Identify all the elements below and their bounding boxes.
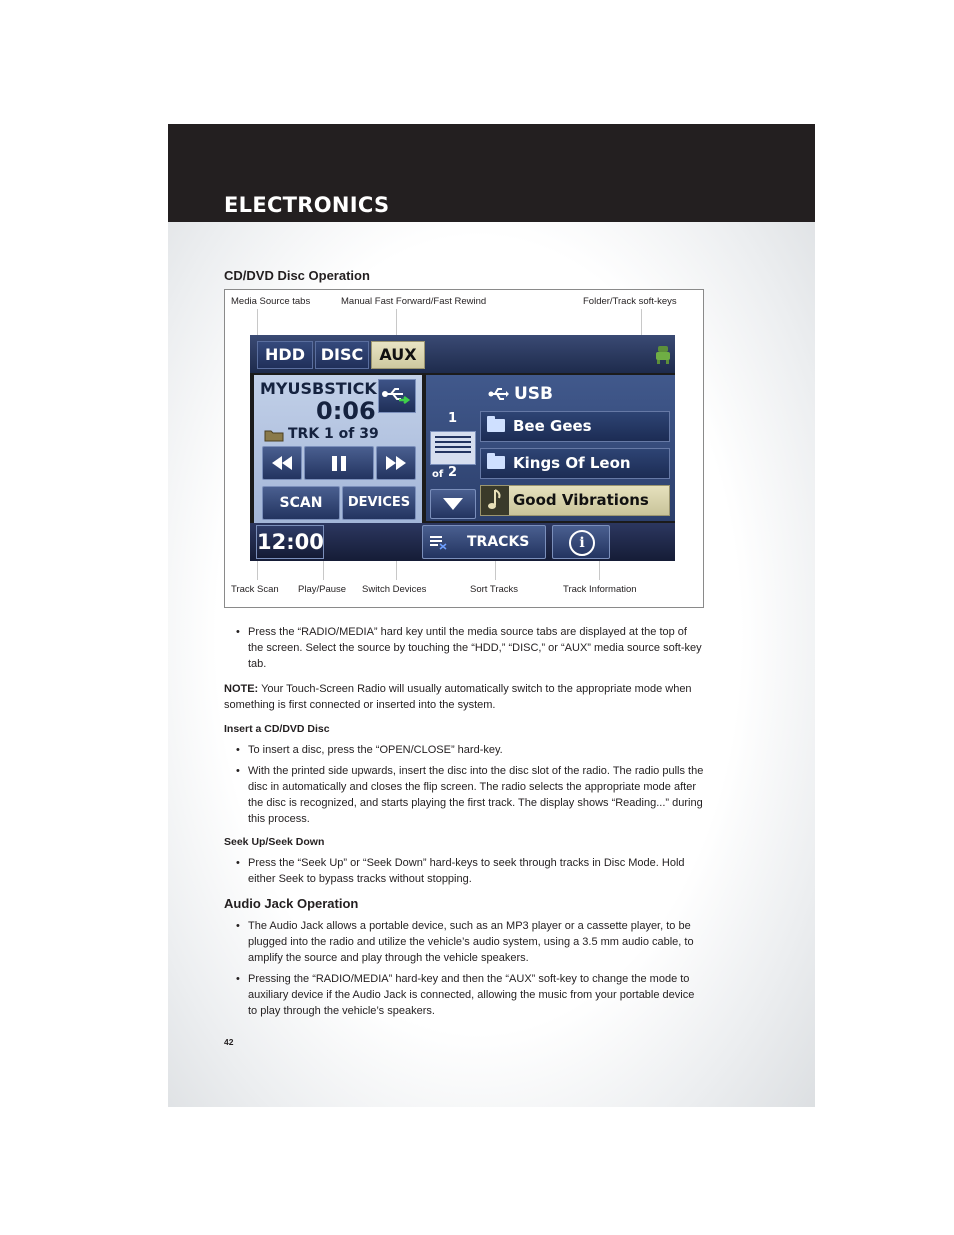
music-note-icon [481, 486, 509, 515]
tab-aux[interactable]: AUX [371, 341, 425, 369]
page-of-label: of [432, 469, 444, 480]
sort-tracks-button[interactable] [422, 525, 546, 559]
note-text: Your Touch-Screen Radio will usually automatically switch to the appropriate mode when something is first connected or inserted into the system. [224, 683, 692, 711]
callout-track-information: Track Information [563, 584, 637, 595]
indicator-line [435, 436, 471, 438]
radio-touchscreen [250, 335, 675, 561]
bullet-paragraph: • To insert a disc, press the “OPEN/CLOSE” hard-key. [224, 742, 704, 758]
seek-section-heading: Seek Up/Seek Down [224, 836, 325, 848]
bullet-paragraph: • Pressing the “RADIO/MEDIA” hard-key and then the “AUX” soft-key to change the mode to auxiliary device if the Audio Jack is connected, allowing the music from your portable device to play through the vehicle’s speakers. [224, 971, 704, 1019]
tab-disc[interactable]: DISC [315, 341, 369, 369]
audio-section-body [224, 918, 704, 1024]
down-arrow-icon [431, 490, 475, 518]
info-icon: i [569, 530, 595, 556]
callout-track-scan: Track Scan [231, 584, 279, 595]
source-label: USB [514, 384, 554, 404]
devices-button[interactable]: DEVICES [342, 486, 416, 520]
note-paragraph [224, 681, 704, 713]
callout-media-source-tabs: Media Source tabs [231, 296, 311, 307]
callout-play-pause: Play/Pause [298, 584, 347, 595]
rewind-icon [263, 447, 301, 479]
bullet-paragraph: • The Audio Jack allows a portable device, such as an MP3 player or a cassette player, to be plugged into the radio and utilize the vehicle’s audio system, using a 3.5 mm audio cable, to amplify the source and play through the vehicle speakers. [224, 918, 704, 966]
fast-forward-icon [377, 447, 415, 479]
page-number: 42 [224, 1037, 234, 1047]
cd-section-body [224, 624, 704, 677]
elapsed-time: 0:06 [316, 397, 376, 425]
browse-panel [426, 375, 675, 521]
rewind-button[interactable] [262, 446, 302, 480]
play-pause-button[interactable] [304, 446, 374, 480]
music-note-tile [481, 486, 509, 515]
bullet-paragraph: • Press the “Seek Up” or “Seek Down” hard-keys to seek through tracks in Disc Mode. Hold either Seek to bypass tracks without stopping. [224, 855, 704, 887]
clock: 12:00 [256, 525, 324, 559]
callout-fast-forward-rewind: Manual Fast Forward/Fast Rewind [341, 296, 487, 307]
indicator-line [435, 451, 471, 453]
audio-section-heading: Audio Jack Operation [224, 896, 359, 911]
track-info: TRK 1 of 39 [288, 426, 379, 442]
fast-forward-button[interactable] [376, 446, 416, 480]
usb-source-button[interactable] [378, 379, 416, 413]
cd-section-heading: CD/DVD Disc Operation [224, 268, 370, 283]
folder-icon [487, 419, 505, 432]
manual-page [168, 124, 815, 1107]
list-item-selected[interactable] [480, 485, 670, 516]
section-title: ELECTRONICS [224, 193, 390, 217]
page-total: 2 [448, 465, 458, 480]
usb-icon [379, 380, 415, 412]
scan-button[interactable]: SCAN [262, 486, 340, 520]
folder-icon [487, 456, 505, 469]
list-item-label: Bee Gees [513, 417, 592, 435]
scroll-position-indicator[interactable] [430, 431, 476, 465]
indicator-line [435, 441, 471, 443]
scroll-down-button[interactable] [430, 489, 476, 519]
page-current: 1 [448, 411, 458, 426]
note-label: NOTE: [224, 683, 259, 695]
bottom-bar [250, 523, 675, 561]
callout-switch-devices: Switch Devices [362, 584, 427, 595]
bullet-paragraph: • Press the “RADIO/MEDIA” hard key until the media source tabs are displayed at the top of the screen. Select the source by touching the “HDD,” “DISC,” or “AUX” media source soft-key tab. [224, 624, 704, 672]
list-item[interactable] [480, 448, 670, 479]
track-information-button[interactable] [552, 525, 610, 559]
car-icon [655, 344, 671, 366]
callout-folder-track-softkeys: Folder/Track soft-keys [583, 296, 677, 307]
radio-screen-figure [224, 289, 704, 608]
indicator-line [435, 446, 471, 448]
pause-icon [305, 447, 373, 479]
folder-icon [264, 428, 284, 442]
tracks-label: TRACKS [467, 534, 530, 550]
device-name: MYUSBSTICK [260, 379, 377, 398]
tab-hdd[interactable]: HDD [257, 341, 313, 369]
list-item-label: Kings Of Leon [513, 454, 631, 472]
bullet-paragraph: • With the printed side upwards, insert the disc into the disc slot of the radio. The radio pulls the disc in automatically and closes the flip screen. The radio selects the appropriate mode after the disc is recognized, and starts playing the first track. The display shows “Reading...” during this process. [224, 763, 704, 827]
insert-section-heading: Insert a CD/DVD Disc [224, 723, 330, 735]
list-item[interactable] [480, 411, 670, 442]
usb-icon [488, 385, 510, 403]
seek-section-body [224, 855, 704, 892]
list-item-label: Good Vibrations [513, 491, 649, 509]
callout-sort-tracks: Sort Tracks [470, 584, 519, 595]
media-source-bar [250, 335, 675, 373]
list-icon [429, 534, 447, 550]
insert-section-body [224, 742, 704, 832]
header-band [168, 124, 815, 222]
